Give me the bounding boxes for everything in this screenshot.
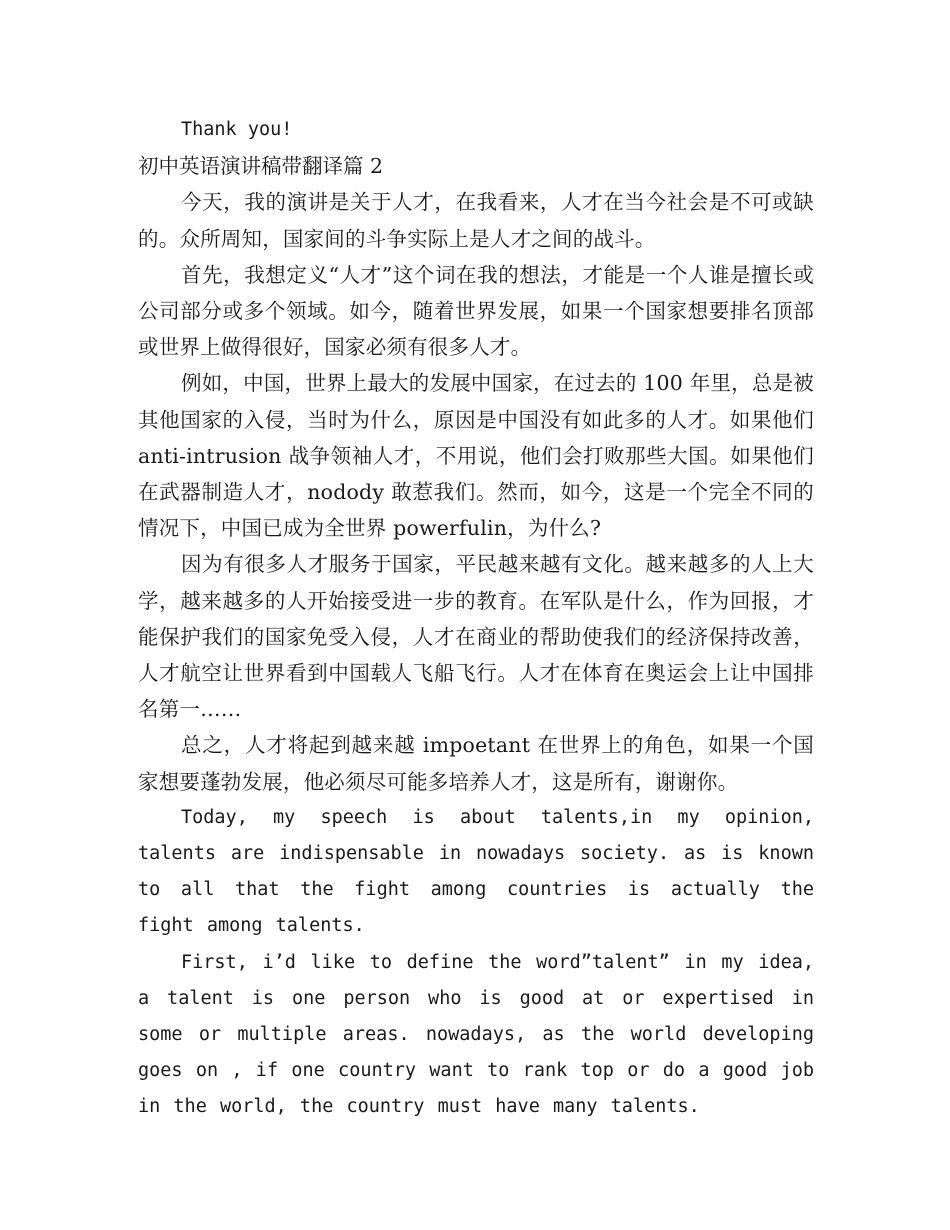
paragraph-zh-3: 例如，中国，世界上最大的发展中国家，在过去的 100 年里，总是被其他国家的入侵，当时为什么，原因是中国没有如此多的人才。如果他们 anti-intrusion 战争领袖人才，不用说，他们会打败那些大国。如果他们在武器制造人才，nodody 敢惹我们。然而，如今，这是一个完全不同的情况下，中国已成为全世界 powerfulin，为什么?	[138, 371, 814, 541]
paragraph-zh-2: 首先，我想定义“人才”这个词在我的想法，才能是一个人谁是擅长或公司部分或多个领域。如今，随着世界发展，如果一个国家想要排名顶部或世界上做得很好，国家必须有很多人才。	[138, 262, 814, 360]
section-title: 初中英语演讲稿带翻译篇 2	[138, 154, 384, 179]
paragraph-en-1: Today, my speech is about talents,in my opinion, talents are indispensable in nowadays society. as is known to all that the fight among countries is actually the fight among talents.	[138, 806, 814, 937]
document-body	[138, 112, 814, 1126]
paragraph-zh-1: 今天，我的演讲是关于人才，在我看来，人才在当今社会是不可或缺的。众所周知，国家间的斗争实际上是人才之间的战斗。	[138, 190, 814, 251]
paragraph-zh-5: 总之，人才将起到越来越 impoetant 在世界上的角色，如果一个国家想要蓬勃发展，他必须尽可能多培养人才，这是所有，谢谢你。	[138, 733, 814, 794]
paragraph-en-2: First, i’d like to define the word”talent” in my idea, a talent is one person who is good at or expertised in some or multiple areas. nowadays, as the world developing goes on , if one country want to rank top or do a good job in the world, the country must have many talents.	[138, 951, 814, 1118]
closing-line: Thank you!	[181, 119, 293, 140]
paragraph-zh-4: 因为有很多人才服务于国家，平民越来越有文化。越来越多的人上大学，越来越多的人开始接受进一步的教育。在军队是什么，作为回报，才能保护我们的国家免受入侵，人才在商业的帮助使我们的经济保持改善，人才航空让世界看到中国载人飞船飞行。人才在体育在奥运会上让中国排名第一……	[138, 552, 814, 722]
